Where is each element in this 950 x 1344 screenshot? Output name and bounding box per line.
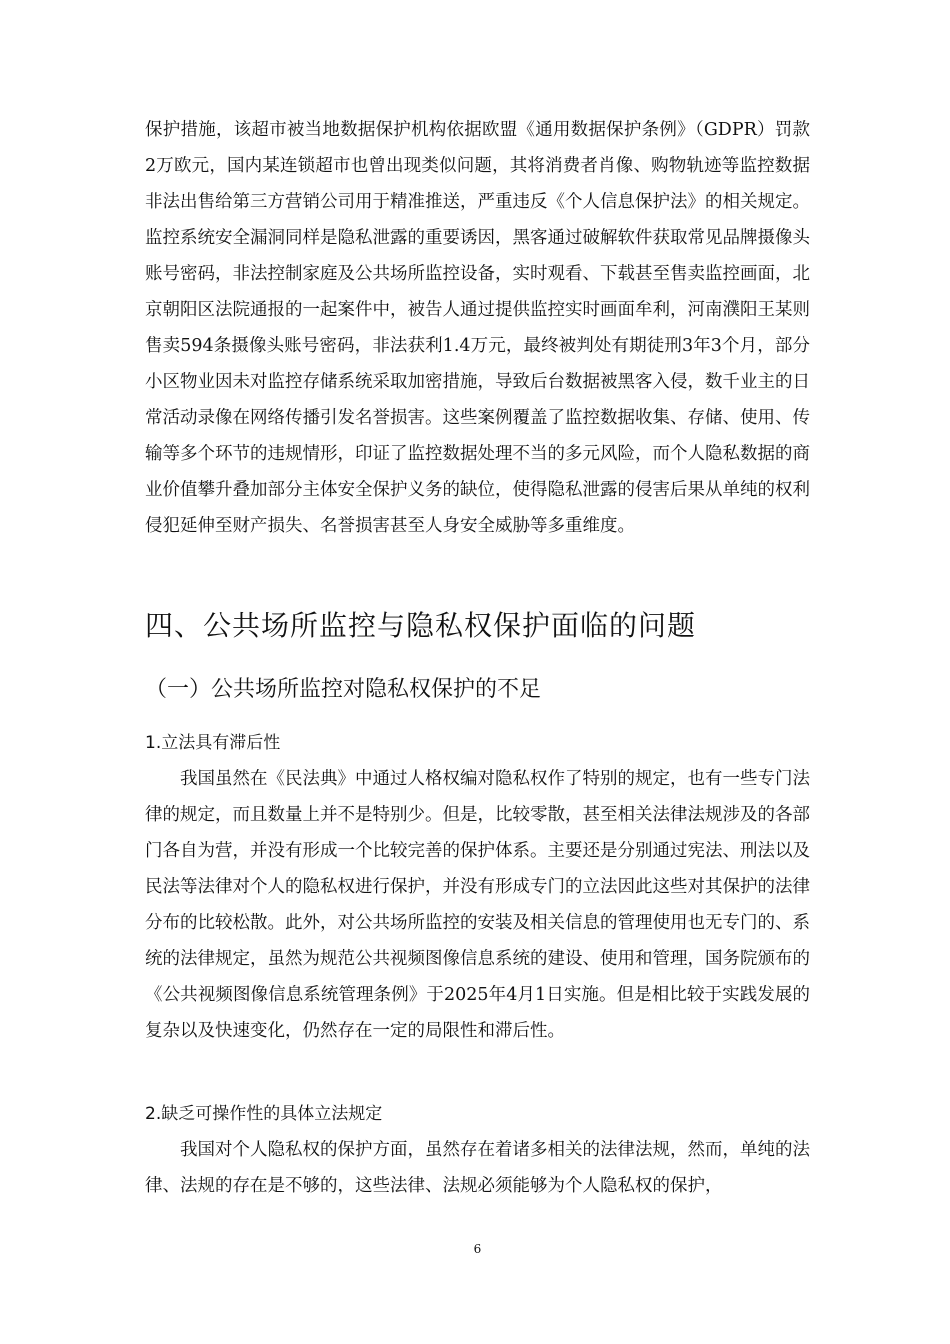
- subsection-heading: （一）公共场所监控对隐私权保护的不足: [145, 677, 542, 702]
- document-page: [145, 0, 810, 1344]
- item-2-paragraph: 我国对个人隐私权的保护方面，虽然存在着诸多相关的法律法规，然而，单纯的法律、法规的存在是不够的，这些法律、法规必须能够为个人隐私权的保护，: [145, 1140, 810, 1196]
- section-heading: 四、公共场所监控与隐私权保护面临的问题: [145, 609, 697, 642]
- item-1-paragraph: 我国虽然在《民法典》中通过人格权编对隐私权作了特别的规定，也有一些专门法律的规定，而且数量上并不是特别少。但是，比较零散，甚至相关法律法规涉及的各部门各自为营，并没有形成一个比较完善的保护体系。主要还是分别通过宪法、刑法以及民法等法律对个人的隐私权进行保护，并没有形成专门的立法因此这些对其保护的法律分布的比较松散。此外，对公共场所监控的安装及相关信息的管理使用也无专门的、系统的法律规定，虽然为规范公共视频图像信息系统的建设、使用和管理，国务院颁布的《公共视频图像信息系统管理条例》于2025年4月1日实施。但是相比较于实践发展的复杂以及快速变化，仍然存在一定的局限性和滞后性。: [145, 769, 810, 1041]
- continuation-paragraph: 保护措施，该超市被当地数据保护机构依据欧盟《通用数据保护条例》（GDPR）罚款2万欧元，国内某连锁超市也曾出现类似问题，其将消费者肖像、购物轨迹等监控数据非法出售给第三方营销公司用于精准推送，严重违反《个人信息保护法》的相关规定。监控系统安全漏洞同样是隐私泄露的重要诱因，黑客通过破解软件获取常见品牌摄像头账号密码，非法控制家庭及公共场所监控设备，实时观看、下载甚至售卖监控画面，北京朝阳区法院通报的一起案件中，被告人通过提供监控实时画面牟利，河南濮阳王某则售卖594条摄像头账号密码，非法获利1.4万元，最终被判处有期徒刑3年3个月，部分小区物业因未对监控存储系统采取加密措施，导致后台数据被黑客入侵，数千业主的日常活动录像在网络传播引发名誉损害。这些案例覆盖了监控数据收集、存储、使用、传输等多个环节的违规情形，印证了监控数据处理不当的多元风险，而个人隐私数据的商业价值攀升叠加部分主体安全保护义务的缺位，使得隐私泄露的侵害后果从单纯的权利侵犯延伸至财产损失、名誉损害甚至人身安全威胁等多重维度。: [145, 120, 810, 536]
- item-1-heading: 1.立法具有滞后性: [145, 733, 281, 753]
- item-2-heading: 2.缺乏可操作性的具体立法规定: [145, 1104, 383, 1124]
- page-number: 6: [473, 1242, 482, 1256]
